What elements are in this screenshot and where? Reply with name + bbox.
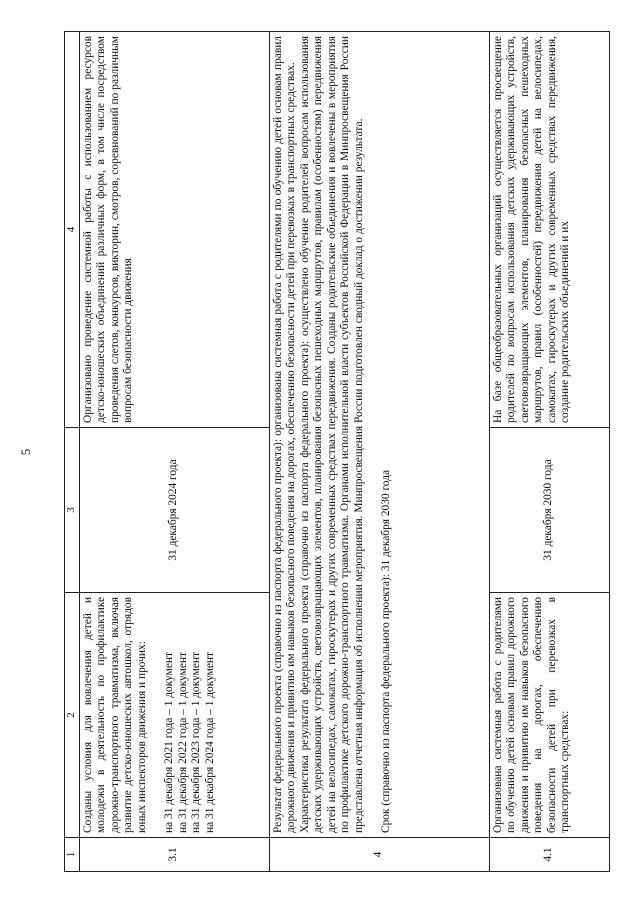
rotated-table-block [18,32,624,872]
task-cell: Организована системная работа с родителями по обучению детей основам правил дорожного движения и привитию им навыков безопасного поведения на дорогах, обеспечению безопасности детей при перевозках в транспортных средствах: [489,593,609,838]
column-header-2: 2 [65,593,80,838]
row-number: 4 [269,838,489,872]
result-cell: На базе общеобразовательных организаций осуществляется просвещение родителей по вопросам использования детских удерживающих устройств, световозвращающих элементов, планирования безопасных пешеходных маршрутов, правил (особенностей) передвижения детей на велосипедах, самокатах, гироскутерах и других современных средствах передвижения, создание родительских объединений и их [489,32,609,428]
row-number: 3.1 [79,838,269,872]
plan-table [64,31,610,872]
deadline-cell: 31 декабря 2024 года [79,428,269,593]
list-item: на 31 декабря 2024 года – 1 документ [203,652,216,833]
task-cell [79,593,269,838]
federal-project-result-cell [269,32,489,838]
row-number: 4.1 [489,838,609,872]
column-header-1: 1 [65,838,80,872]
deadline-paragraph: Срок (справочно из паспорта федерального проекта): 31 декабря 2030 года [380,469,392,833]
list-item: на 31 декабря 2023 года – 1 документ [190,652,202,833]
page-number: 5 [18,448,33,456]
task-text: Созданы условия для вовлечения детей и молодежи в деятельность по профилактике дорожно-транспортного травматизма, включая развитие детско-юношеских автошкол, отрядов юных инспекторов движения и прочих: [81,597,148,833]
table-row [79,32,269,872]
result-cell: Организовано проведение системной работы с использованием ресурсов детско-юношеских объединений различных форм, в том числе посредством проведения слетов, конкурсов, викторин, смотров, соревнований по различным вопросам безопасности движения [79,32,269,428]
table-row [489,32,609,872]
table-row [269,32,489,872]
column-number-row [65,32,80,872]
column-header-3: 3 [65,428,80,593]
result-characteristic-paragraph: Характеристика результата федерального проекта (справочно из паспорта федерального проекта): осуществлено обучение родителей вопросам использования детских удерживающих устройств, световозвращающих элементов, планирования безопасных пешеходных маршрутов, правилам (особенностям) передвижения детей на велосипедах, самокатах, гироскутерах и других современных средствах передвижения. Созданы родительские объединения и вовлечены в мероприятия по профилактике детского дорожно-транспортного травматизма. Органами исполнительной власти субъектов Российской Федерации в Минпросвещения России представлена отчетная информация об исполнении мероприятия. Минпросвещения России подготовлен сводный доклад о достижении результата. [298,36,365,833]
deadline-cell: 31 декабря 2030 года [489,428,609,593]
list-item: на 31 декабря 2022 года – 1 документ [176,652,189,833]
list-item: на 31 декабря 2021 года – 1 документ [163,652,175,833]
federal-result-paragraph: Результат федерального проекта (справочно из паспорта федерального проекта): организована системная работа с родителями по обучению детей основам правил дорожного движения и привитию им навыков безопасного поведения на дорогах, обеспечению безопасности детей при перевозках в транспортных средствах. [271,36,297,833]
column-header-4: 4 [65,32,80,428]
